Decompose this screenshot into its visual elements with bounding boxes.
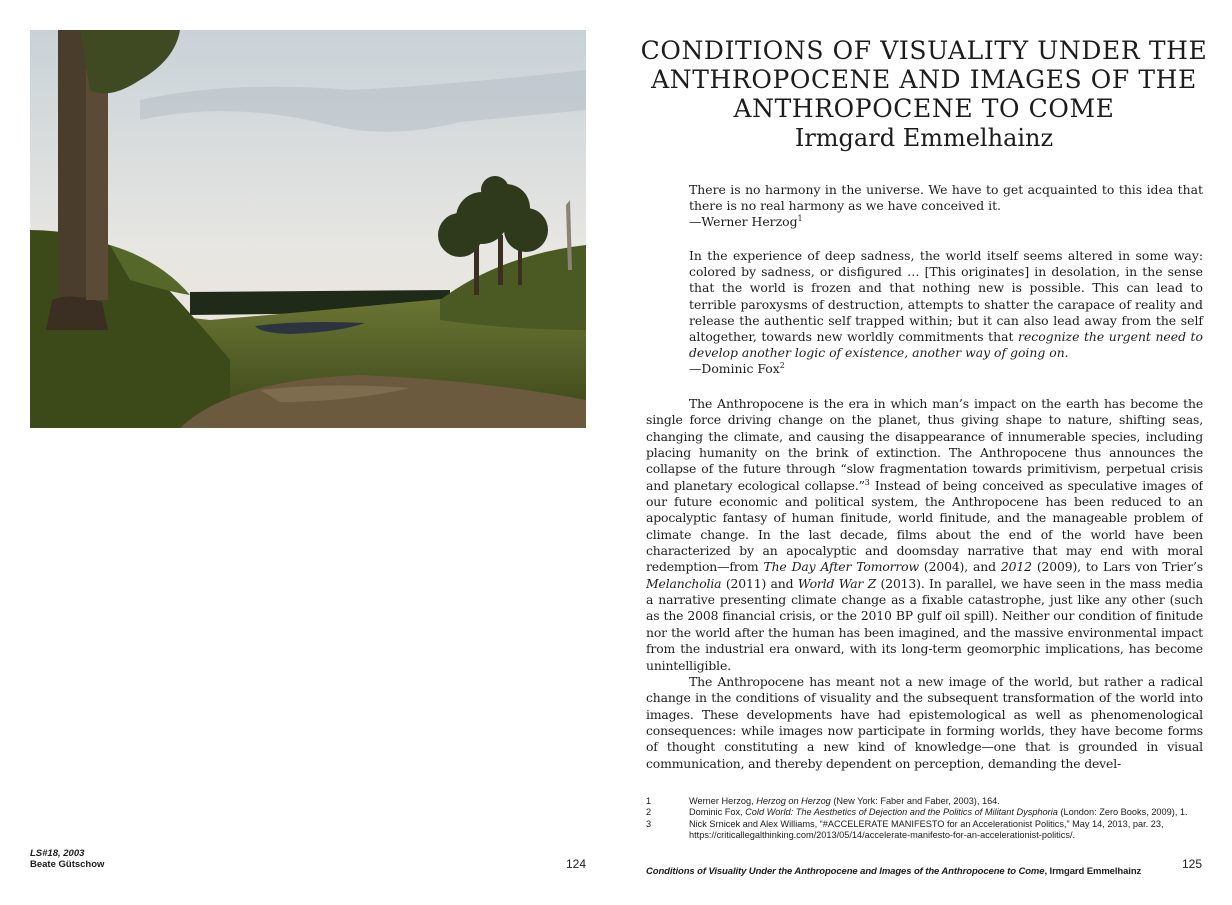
page-number-right: 125	[1182, 857, 1203, 871]
footnotes	[646, 796, 1204, 841]
footnote-text: Werner Herzog, Herzog on Herzog (New York: Faber and Faber, 2003), 164.	[689, 796, 1000, 806]
running-footer	[646, 866, 1141, 877]
article-header	[640, 36, 1208, 153]
caption-artist: Beate Gütschow	[30, 859, 105, 870]
photo-caption	[30, 848, 104, 870]
footnote	[646, 796, 1204, 807]
film-title: World War Z	[797, 575, 877, 591]
epigraph-fox	[689, 248, 1203, 378]
footnote-text: Dominic Fox, Cold World: The Aesthetics of Dejection and the Politics of Militant Dysphoria (London: Zero Books, 2009), 1.	[689, 807, 1188, 818]
footnote-number: 2	[646, 807, 652, 818]
epigraph-attribution: —Werner Herzog$^1$	[689, 214, 803, 230]
article-author: Irmgard Emmelhainz	[794, 124, 1054, 152]
epigraph-quote-italic: recognize the urgent need to develop another logic of existence, another way of going on.	[689, 329, 1203, 361]
running-author: , Irmgard Emmelhainz	[1044, 866, 1142, 877]
paragraph: The Anthropocene is the era in which man’s impact on the earth has become the single force driving change on the planet, thus giving shape to nature, shifting seas, changing the climate, and causing the disappearance of innumerable species, including placing humanity on the brink of extinction. The Anthropocene thus announces the collapse of the future through “slow fragmentation towards primitivism, perpetual crisis and planetary ecological collapse.”$^3$ Instead of being conceived as speculative images of our future economic and political system, the Anthropocene has been reduced to an apocalyptic fantasy of human finitude, world finitude, and the manageable problem of climate change. In the last decade, films about the end of the world have been characterized by an apocalyptic and doomsday narrative that may end with moral redemption—from The Day After Tomorrow (2004), and 2012 (2009), to Lars von Trier’s Melancholia (2011) and World War Z (2013). In parallel, we have seen in the mass media a narrative presenting climate change as a fixable catastrophe, just like any other (such as the 2008 financial crisis, or the 2010 BP gulf oil spill). Neither our condition of finitude nor the world after the human has been imagined, and the massive environmental impact from the industrial era onward, with its long-term geomorphic implications, has become unintelligible.	[646, 396, 1203, 673]
epigraph-quote: In the experience of deep sadness, the world itself seems altered in some way: colored by sadness, or disfigured … [This originates] in desolation, in the sense that the world is frozen and that nothing new is possible. This can lead to terrible paroxysms of destruction, attempts to shatter the carapace of reality and release the authentic self trapped within; but it can also lead away from the self altogether, towards new worldly commitments that recognize the urgent need to develop another logic of existence, another way of going on.	[689, 248, 1203, 361]
epigraph-herzog	[689, 182, 1203, 231]
caption-work: LS#18, 2003	[30, 848, 85, 859]
tree-trunk-left	[58, 30, 88, 320]
epigraph-attribution: —Dominic Fox$^2$	[689, 361, 785, 377]
epigraph-quote: There is no harmony in the universe. We have to get acquainted to this idea that there is no real harmony as we have conceived it.	[689, 182, 1203, 214]
footnote-ref: 1	[797, 214, 803, 224]
film-title: 2012	[1000, 559, 1032, 575]
landscape-illustration	[30, 30, 586, 428]
paragraph: The Anthropocene has meant not a new image of the world, but rather a radical change in the conditions of visuality and the subsequent transformation of the world into images. These developments have had epistemological as well as phenomenological consequences: while images now participate in forming worlds, they have become forms of thought constituting a new kind of knowledge—one that is grounded in visual communication, and thereby dependent on perception, demanding the devel-	[646, 673, 1203, 771]
film-title: The Day After Tomorrow	[763, 559, 919, 575]
footnote-ref: 3	[864, 477, 870, 487]
footnote	[646, 807, 1204, 818]
article-body	[646, 396, 1203, 776]
running-title: Conditions of Visuality Under the Anthropocene and Images of the Anthropocene to Come	[646, 866, 1045, 877]
footnote-number: 1	[646, 796, 652, 806]
landscape-photo	[30, 30, 586, 428]
tree-base	[46, 296, 108, 330]
footnote-text: Nick Srnicek and Alex Williams, “#ACCELERATE MANIFESTO for an Accelerationist Politics,” May 14, 2013, par. 23, https://criticallegalthinking.com/2013/05/14/accelerate-manifesto-for-an-accelerationist-politics/.	[689, 818, 1164, 840]
footnote-ref: 2	[779, 361, 785, 371]
film-title: Melancholia	[646, 575, 722, 591]
footnote-number: 3	[646, 818, 652, 829]
page-number-left: 124	[566, 857, 587, 871]
tree-trunk-right	[86, 70, 108, 300]
article-title: CONDITIONS OF VISUALITY UNDER THE ANTHROPOCENE AND IMAGES OF THE ANTHROPOCENE TO COME	[640, 36, 1208, 123]
footnote	[646, 819, 1204, 842]
